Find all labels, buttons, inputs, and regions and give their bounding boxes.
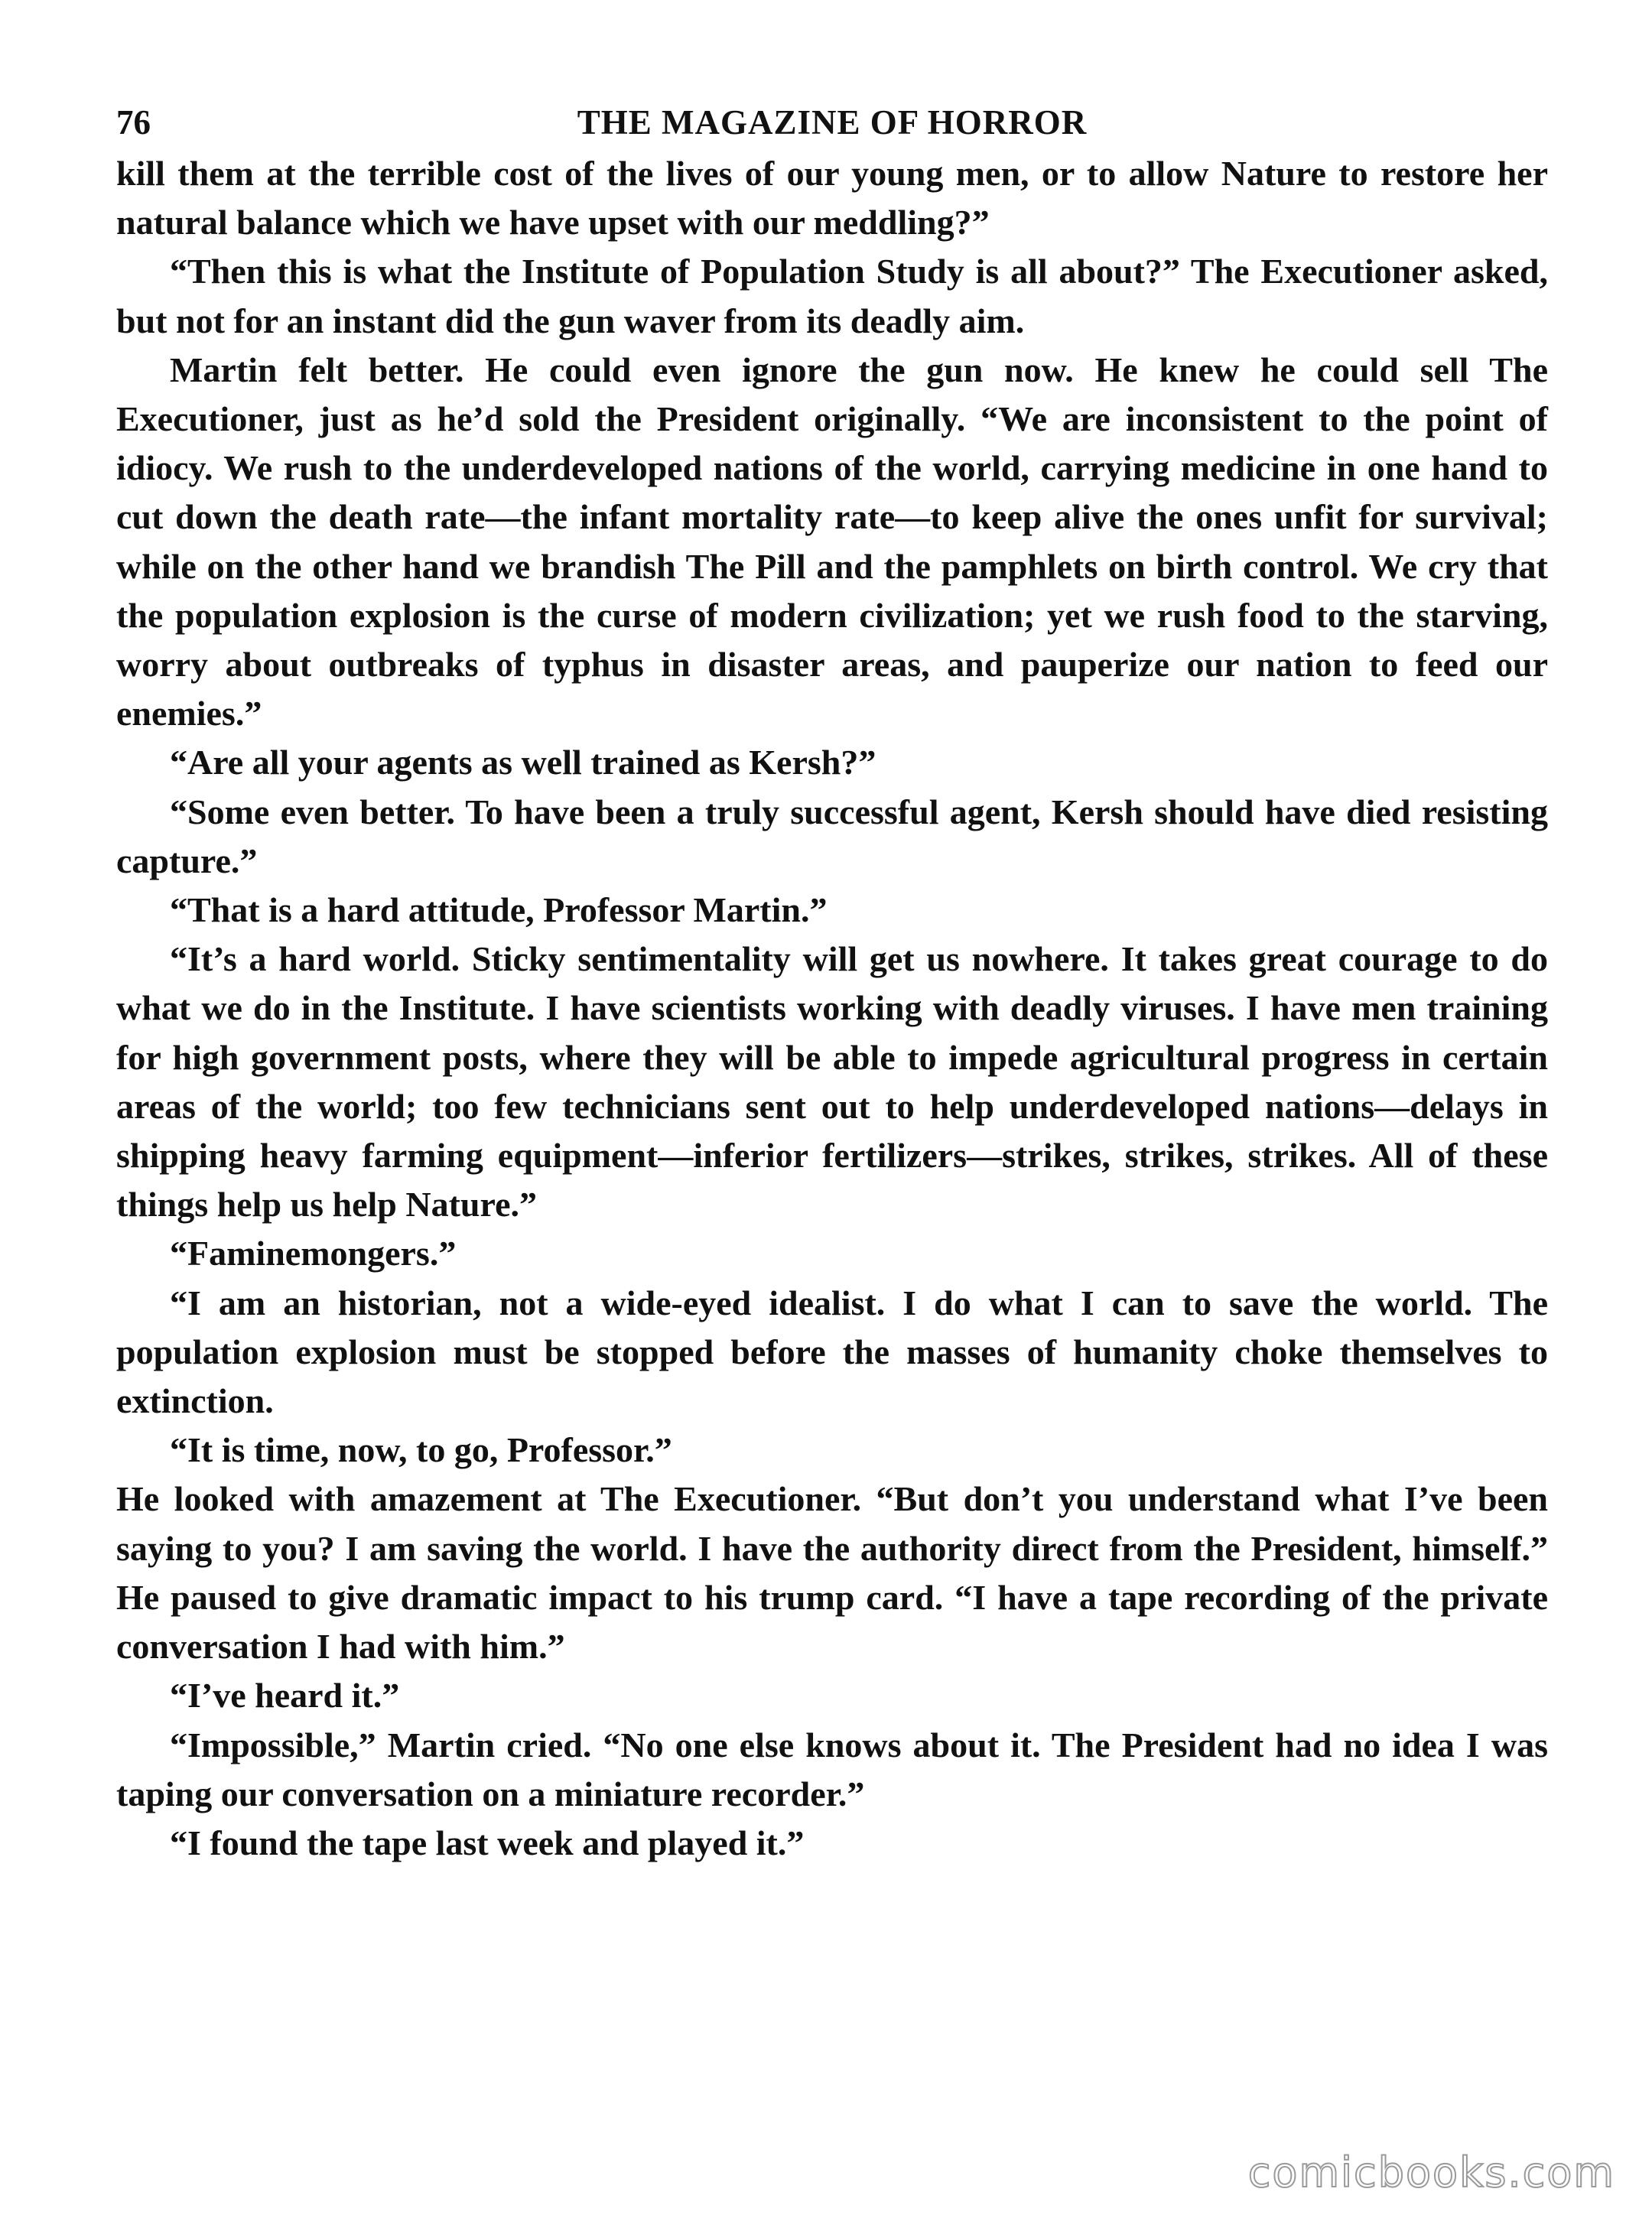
paragraph: Martin felt better. He could even ignore the gun now. He knew he could sell The Executioner, just as he’d sold the President originally. “We are inconsistent to the point of idiocy. We rush to the underdeveloped nations of the world, carrying medicine in one hand to cut down the death rate—the infant mortality rate—to keep alive the ones unfit for survival; while on the other hand we brandish The Pill and the pamphlets on birth control. We cry that the population explosion is the curse of modern civilization; yet we rush food to the starving, worry about outbreaks of typhus in disaster areas, and pauperize our nation to feed our enemies.” [116,350,1548,733]
paragraph: “That is a hard attitude, Professor Martin.” [170,890,828,930]
magazine-page [116,96,1548,2161]
story-text [116,149,1548,1868]
magazine-title: THE MAGAZINE OF HORROR [577,103,1088,141]
paragraph: “Are all your agents as well trained as Kersh?” [170,743,876,782]
paragraph: He looked with amazement at The Executioner. “But don’t you understand what I’ve been saying to you? I am saving the world. I have the authority direct from the President, himself.” He paused to give dramatic impact to his trump card. “I have a tape recording of the private conversation I had with him.” [116,1479,1548,1667]
running-head [116,96,1548,149]
watermark: comicbooks.com [1247,2148,1615,2197]
paragraph: “I found the tape last week and played it.” [170,1823,805,1862]
paragraph: “Some even better. To have been a truly successful agent, Kersh should have died resisting capture.” [116,792,1548,880]
paragraph: “It is time, now, to go, Professor.” [170,1430,672,1470]
paragraph: “I am an historian, not a wide-eyed idealist. I do what I can to save the world. The population explosion must be stopped before the masses of humanity choke themselves to extinction. [116,1283,1548,1421]
paragraph: “I’ve heard it.” [170,1676,400,1716]
paragraph: kill them at the terrible cost of the lives of our young men, or to allow Nature to restore her natural balance which we have upset with our meddling?” [116,154,1548,242]
paragraph: “It’s a hard world. Sticky sentimentality will get us nowhere. It takes great courage to do what we do in the Institute. I have scientists working with deadly viruses. I have men training for high government posts, where they will be able to impede agricultural progress in certain areas of the world; too few technicians sent out to help underdeveloped nations—delays in shipping heavy farming equipment—inferior fertilizers—strikes, strikes, strikes. All of these things help us help Nature.” [116,939,1548,1224]
page-number: 76 [116,103,151,141]
paragraph: “Then this is what the Institute of Population Study is all about?” The Executioner asked, but not for an instant did the gun waver from its deadly aim. [116,252,1548,340]
paragraph: “Faminemongers.” [170,1234,457,1273]
paragraph: “Impossible,” Martin cried. “No one else knows about it. The President had no idea I was taping our conversation on a miniature recorder.” [116,1725,1548,1813]
